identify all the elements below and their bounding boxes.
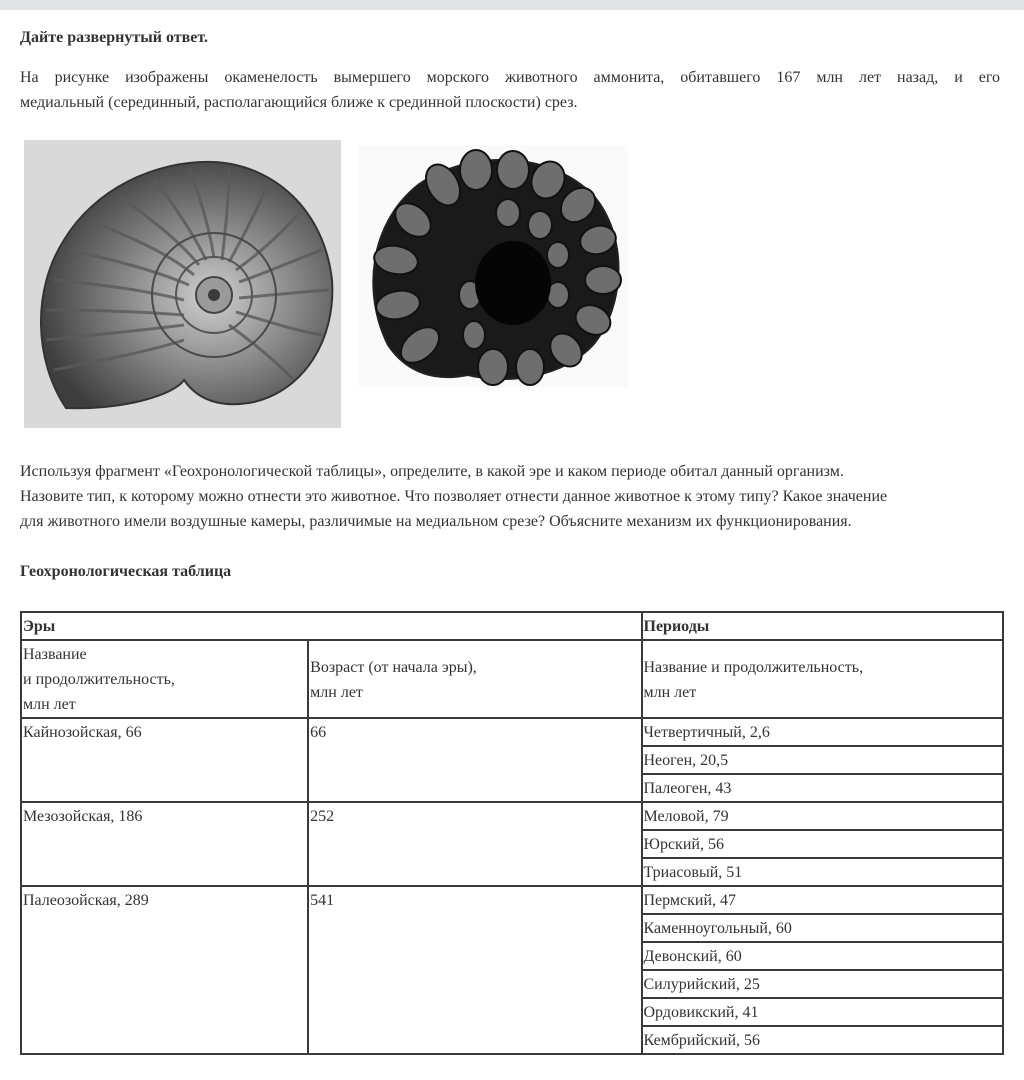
header-line: млн лет [23, 696, 76, 713]
ammonite-fossil-illustration [24, 140, 341, 428]
era-name-cell: Палеозойская, 289 [21, 886, 308, 1054]
table-row [21, 886, 1003, 914]
period-cell: Четвертичный, 2,6 [642, 718, 1004, 746]
header-line: млн лет [310, 683, 363, 701]
period-column-header [642, 640, 1004, 718]
intro-line: На рисунке изображены окаменелость вымершего морского животного аммонита, обитавшего 167 млн лет назад, и его [20, 69, 1000, 86]
period-cell: Силурийский, 25 [642, 970, 1004, 998]
table-header-row [21, 612, 1003, 640]
period-cell: Меловой, 79 [642, 802, 1004, 830]
header-line: Возраст (от начала эры), [310, 658, 477, 676]
question-paragraph [20, 459, 1000, 534]
intro-line: медиальный (серединный, располагающийся ближе к срединной плоскости) срез. [20, 94, 578, 111]
table-title: Геохронологическая таблица [20, 563, 232, 580]
period-cell: Кембрийский, 56 [642, 1026, 1004, 1054]
ammonite-section-image [358, 145, 628, 387]
geochronological-table [20, 611, 1004, 1055]
period-cell: Каменноугольный, 60 [642, 914, 1004, 942]
era-age-cell: 541 [308, 886, 641, 1054]
header-line: и продолжительность, [23, 671, 175, 688]
table-row [21, 718, 1003, 746]
period-cell: Палеоген, 43 [642, 774, 1004, 802]
era-age-column-header [308, 640, 641, 718]
period-cell: Пермский, 47 [642, 886, 1004, 914]
eras-header: Эры [21, 612, 642, 640]
periods-header: Периоды [642, 612, 1004, 640]
ammonite-fossil-image [24, 140, 341, 428]
period-cell: Неоген, 20,5 [642, 746, 1004, 774]
header-line: Название [23, 646, 87, 663]
era-name-column-header [21, 640, 308, 718]
period-cell: Девонский, 60 [642, 942, 1004, 970]
table-row [21, 802, 1003, 830]
intro-paragraph [20, 65, 1000, 115]
period-cell: Ордовикский, 41 [642, 998, 1004, 1026]
period-cell: Триасовый, 51 [642, 858, 1004, 886]
ammonite-section-illustration [358, 145, 628, 387]
table-subheader-row [21, 640, 1003, 718]
header-line: млн лет [643, 683, 697, 701]
task-heading: Дайте развернутый ответ. [20, 29, 208, 46]
era-name-cell: Мезозойская, 186 [21, 802, 308, 886]
era-age-cell: 252 [308, 802, 641, 886]
era-name-cell: Кайнозойская, 66 [21, 718, 308, 802]
era-age-cell: 66 [308, 718, 641, 802]
question-line: Используя фрагмент «Геохронологической таблицы», определите, в какой эре и каком периоде обитал данный организм. [20, 463, 844, 480]
period-cell: Юрский, 56 [642, 830, 1004, 858]
question-line: для животного имели воздушные камеры, различимые на медиальном срезе? Объясните механизм их функционирования. [20, 513, 852, 530]
top-bar [0, 0, 1024, 10]
header-line: Название и продолжительность, [643, 658, 864, 676]
question-line: Назовите тип, к которому можно отнести это животное. Что позволяет отнести данное животное к этому типу? Какое значение [20, 488, 888, 505]
